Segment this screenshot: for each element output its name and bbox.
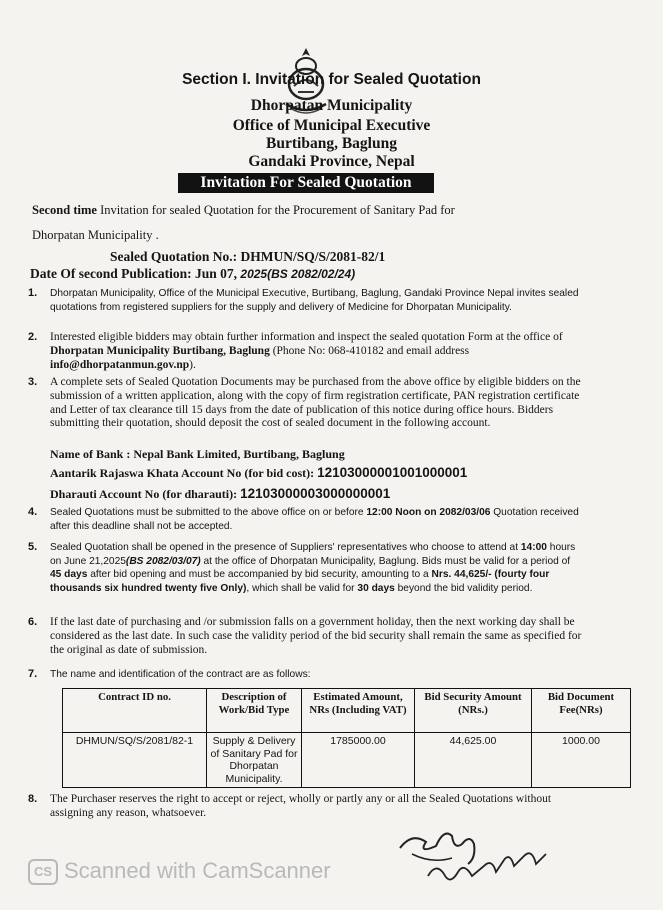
header-municipality: Dhorpatan Municipality: [250, 97, 413, 114]
watermark-text: Scanned with CamScanner: [64, 858, 331, 883]
item-text: Interested eligible bidders may obtain further information and inspect the sealed quotation Form at the office of Dhorpatan Municipality Burtibang, Baglung (Phone No: 068-410182 and email address info@dhorpatanmun.gov.np).: [50, 331, 563, 371]
header-location: Burtibang, Baglung: [266, 135, 397, 152]
item-number: 7.: [28, 668, 38, 680]
handwritten-signature-icon: [392, 814, 562, 894]
header-office: Office of Municipal Executive: [232, 117, 431, 134]
list-item-5: [28, 541, 582, 595]
col-header-document-fee: Bid Document Fee(NRs): [532, 689, 631, 733]
item-text: The name and identification of the contract are as follows:: [50, 669, 311, 680]
item-text: A complete sets of Sealed Quotation Documents may be purchased from the above office by eligible bidders on the submission of a written application, along with the copy of firm registration certificate, PAN registration certificate and Letter of tax clearance till 15 days from the date of publication of this notice during office hours. Bidders submitting their quotation, should deposit the cost of sealed document in the following account.: [50, 376, 581, 430]
email-address: info@dhorpatanmun.gov.np: [50, 358, 190, 371]
list-item-3: [28, 376, 582, 431]
cell-document-fee: 1000.00: [532, 733, 631, 788]
cell-bid-security: 44,625.00: [415, 733, 532, 788]
list-item-4: [28, 506, 582, 533]
bid-security-amount: Nrs. 44,625/- (fourty four thousands six hundred twenty five Only): [50, 569, 550, 594]
contract-table: [62, 688, 631, 788]
item-number: 2.: [28, 331, 38, 343]
publication-date: [30, 266, 355, 282]
item-text: Sealed Quotations must be submitted to the above office on or before 12:00 Noon on 2082/03/06 Quotation received after this deadline shall not be accepted.: [50, 507, 579, 532]
bid-cost-account: Aantarik Rajaswa Khata Account No (for bid cost): 12103000001001000001: [50, 465, 468, 480]
publication-bs-date: (BS 2082/02/24): [267, 267, 356, 281]
item-number: 3.: [28, 376, 38, 388]
item-text: The Purchaser reserves the right to accept or reject, wholly or partly any or all the Sealed Quotations without assigning any reason, whatsoever.: [50, 793, 552, 819]
col-header-description: Description of Work/Bid Type: [207, 689, 302, 733]
submission-deadline: 12:00 Noon on 2082/03/06: [366, 507, 491, 518]
col-header-estimated-amount: Estimated Amount, NRs (Including VAT): [302, 689, 415, 733]
item-text: Dhorpatan Municipality, Office of the Municipal Executive, Burtibang, Baglung, Gandaki Province Nepal invites sealed quotations from registered suppliers for the supply and delivery of Medicine for Dhorpatan Municipality.: [50, 288, 579, 313]
publication-label: Date Of second Publication: Jun 07,: [30, 266, 241, 281]
quotation-number: Sealed Quotation No.: DHMUN/SQ/S/2081-82/1: [110, 249, 386, 264]
cell-description: Supply & Delivery of Sanitary Pad for Dhorpatan Municipality.: [207, 733, 302, 788]
item-text: If the last date of purchasing and /or submission falls on a government holiday, then the next working day shall be considered as the last date. In such case the validity period of the bid security shall remain the same as specified for the original as date of submission.: [50, 616, 582, 656]
dharauti-account: Dharauti Account No (for dharauti): 12103000003000000001: [50, 486, 391, 501]
item-number: 6.: [28, 616, 38, 628]
list-item-2: [28, 331, 582, 372]
bank-name: Name of Bank : Nepal Bank Limited, Burtibang, Baglung: [50, 447, 345, 461]
cell-estimated-amount: 1785000.00: [302, 733, 415, 788]
list-item-6: [28, 616, 582, 657]
office-name: Dhorpatan Municipality Burtibang, Baglung: [50, 344, 270, 357]
publication-year: 2025: [240, 267, 268, 281]
cell-contract-id: DHMUN/SQ/S/2081/82-1: [63, 733, 207, 788]
list-item-7: [28, 668, 582, 682]
dharauti-account-number: 12103000003000000001: [240, 486, 391, 501]
intro-line-2: Dhorpatan Municipality .: [32, 228, 159, 242]
camscanner-logo: CS: [28, 859, 58, 885]
section-title: Section I. Invitation for Sealed Quotation: [182, 71, 481, 88]
bid-cost-account-number: 12103000001001000001: [317, 465, 468, 480]
item-text: Sealed Quotation shall be opened in the presence of Suppliers' representatives who choose to attend at 14:00 hours on June 21,2025(BS 2082/03/07) at the office of Dhorpatan Municipality, Baglung. Bids must be valid for a period of 45 days after bid opening and must be accompanied by bid security, amounting to a Nrs. 44,625/- (fourty four thousands six hundred twenty five Only), which shall be valid for 30 days beyond the bid validity period.: [50, 542, 576, 594]
item-number: 8.: [28, 793, 38, 805]
intro-rest: Invitation for sealed Quotation for the Procurement of Sanitary Pad for: [96, 203, 455, 217]
col-header-bid-security: Bid Security Amount (NRs.): [415, 689, 532, 733]
intro-lead: Second time: [32, 203, 97, 217]
header-province: Gandaki Province, Nepal: [248, 153, 415, 170]
intro-line-1: [32, 203, 455, 218]
col-header-contract-id: Contract ID no.: [63, 689, 207, 733]
table-row: [63, 733, 631, 788]
camscanner-watermark: [28, 858, 331, 885]
table-header-row: [63, 689, 631, 733]
invitation-banner: Invitation For Sealed Quotation: [178, 173, 434, 193]
item-number: 4.: [28, 506, 38, 518]
item-number: 1.: [28, 287, 38, 299]
list-item-1: [28, 287, 582, 314]
item-number: 5.: [28, 541, 38, 553]
